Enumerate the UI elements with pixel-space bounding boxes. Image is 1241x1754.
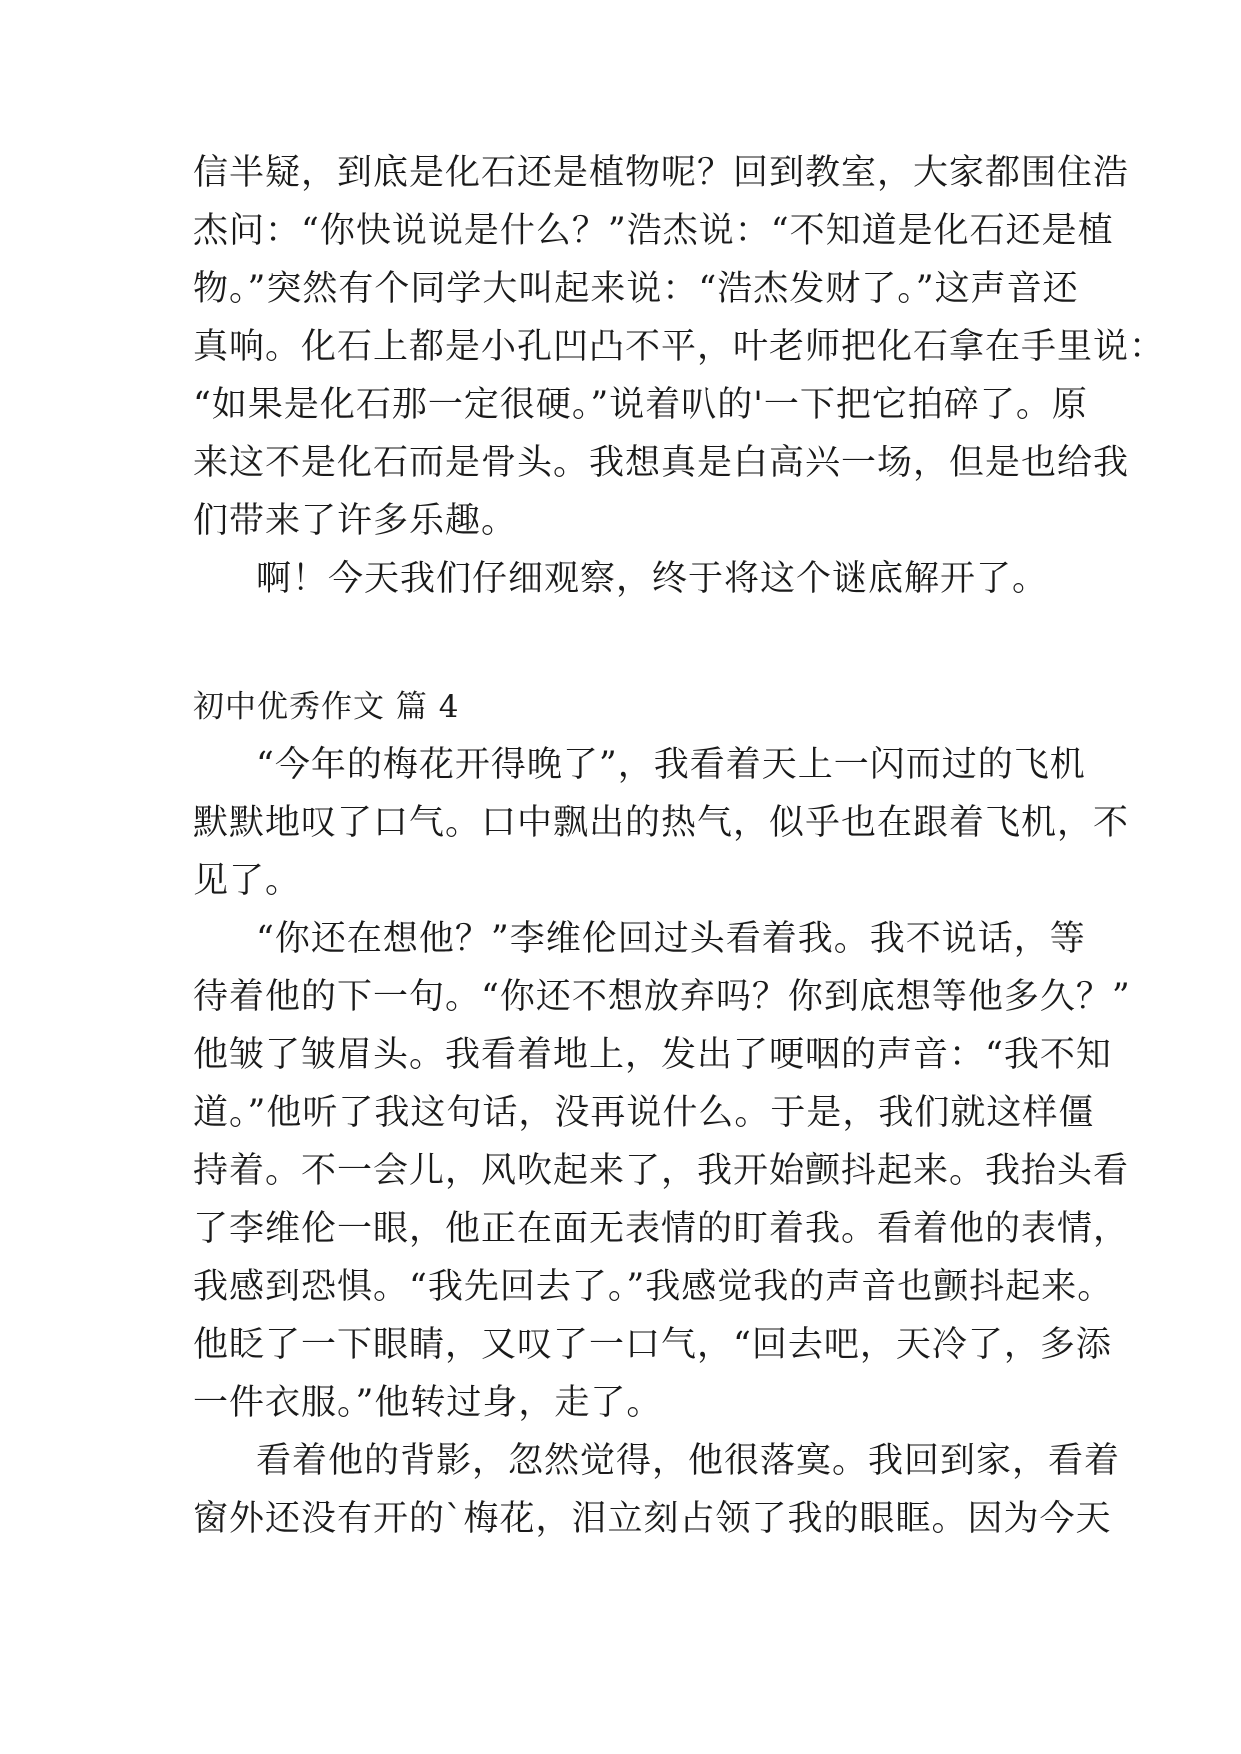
- paragraph-2-line-1: 啊！今天我们仔细观察，终于将这个谜底解开了。: [256, 559, 1049, 599]
- paragraph-1-line-7: 们带来了许多乐趣。: [193, 501, 518, 541]
- paragraph-1-line-1: 信半疑，到底是化石还是植物呢？回到教室，大家都围住浩: [193, 153, 1130, 193]
- paragraph-4-line-3: 他皱了皱眉头。我看着地上，发出了哽咽的声音：“我不知: [193, 1035, 1112, 1075]
- section-title: 初中优秀作文 篇 4: [193, 689, 460, 725]
- paragraph-4-line-7: 我感到恐惧。“我先回去了。”我感觉我的声音也颤抖起来。: [193, 1267, 1114, 1307]
- paragraph-1-line-6: 来这不是化石而是骨头。我想真是白高兴一场，但是也给我: [193, 443, 1130, 483]
- paragraph-4-line-6: 了李维伦一眼，他正在面无表情的盯着我。看着他的表情，: [193, 1209, 1130, 1249]
- paragraph-4-line-4: 道。”他听了我这句话，没再说什么。于是，我们就这样僵: [193, 1093, 1095, 1133]
- paragraph-1-line-5: “如果是化石那一定很硬。”说着叭的'一下把它拍碎了。原: [193, 385, 1088, 425]
- paragraph-4-line-2: 待着他的下一句。“你还不想放弃吗？你到底想等他多久？”: [193, 977, 1131, 1017]
- paragraph-3-line-2: 默默地叹了口气。口中飘出的热气，似乎也在跟着飞机，不: [193, 803, 1130, 843]
- paragraph-4-line-5: 持着。不一会儿，风吹起来了，我开始颤抖起来。我抬头看: [193, 1151, 1130, 1191]
- paragraph-3-line-3: 见了。: [193, 861, 302, 901]
- paragraph-1-line-3: 物。”突然有个同学大叫起来说：“浩杰发财了。”这声音还: [193, 269, 1079, 309]
- paragraph-3-line-1: “今年的梅花开得晚了”，我看着天上一闪而过的飞机: [256, 745, 1086, 785]
- paragraph-5-line-1: 看着他的背影，忽然觉得，他很落寞。我回到家，看着: [256, 1441, 1121, 1481]
- paragraph-4-line-8: 他眨了一下眼睛，又叹了一口气，“回去吧，天冷了，多添: [193, 1325, 1112, 1365]
- paragraph-5-line-2: 窗外还没有开的`梅花，泪立刻占领了我的眼眶。因为今天: [193, 1499, 1112, 1539]
- paragraph-1-line-2: 杰问：“你快说说是什么？”浩杰说：“不知道是化石还是植: [193, 211, 1114, 251]
- paragraph-4-line-9: 一件衣服。”他转过身，走了。: [193, 1383, 663, 1423]
- paragraph-4-line-1: “你还在想他？”李维伦回过头看着我。我不说话，等: [256, 919, 1086, 959]
- paragraph-1-line-4: 真响。化石上都是小孔凹凸不平，叶老师把化石拿在手里说：: [193, 327, 1166, 367]
